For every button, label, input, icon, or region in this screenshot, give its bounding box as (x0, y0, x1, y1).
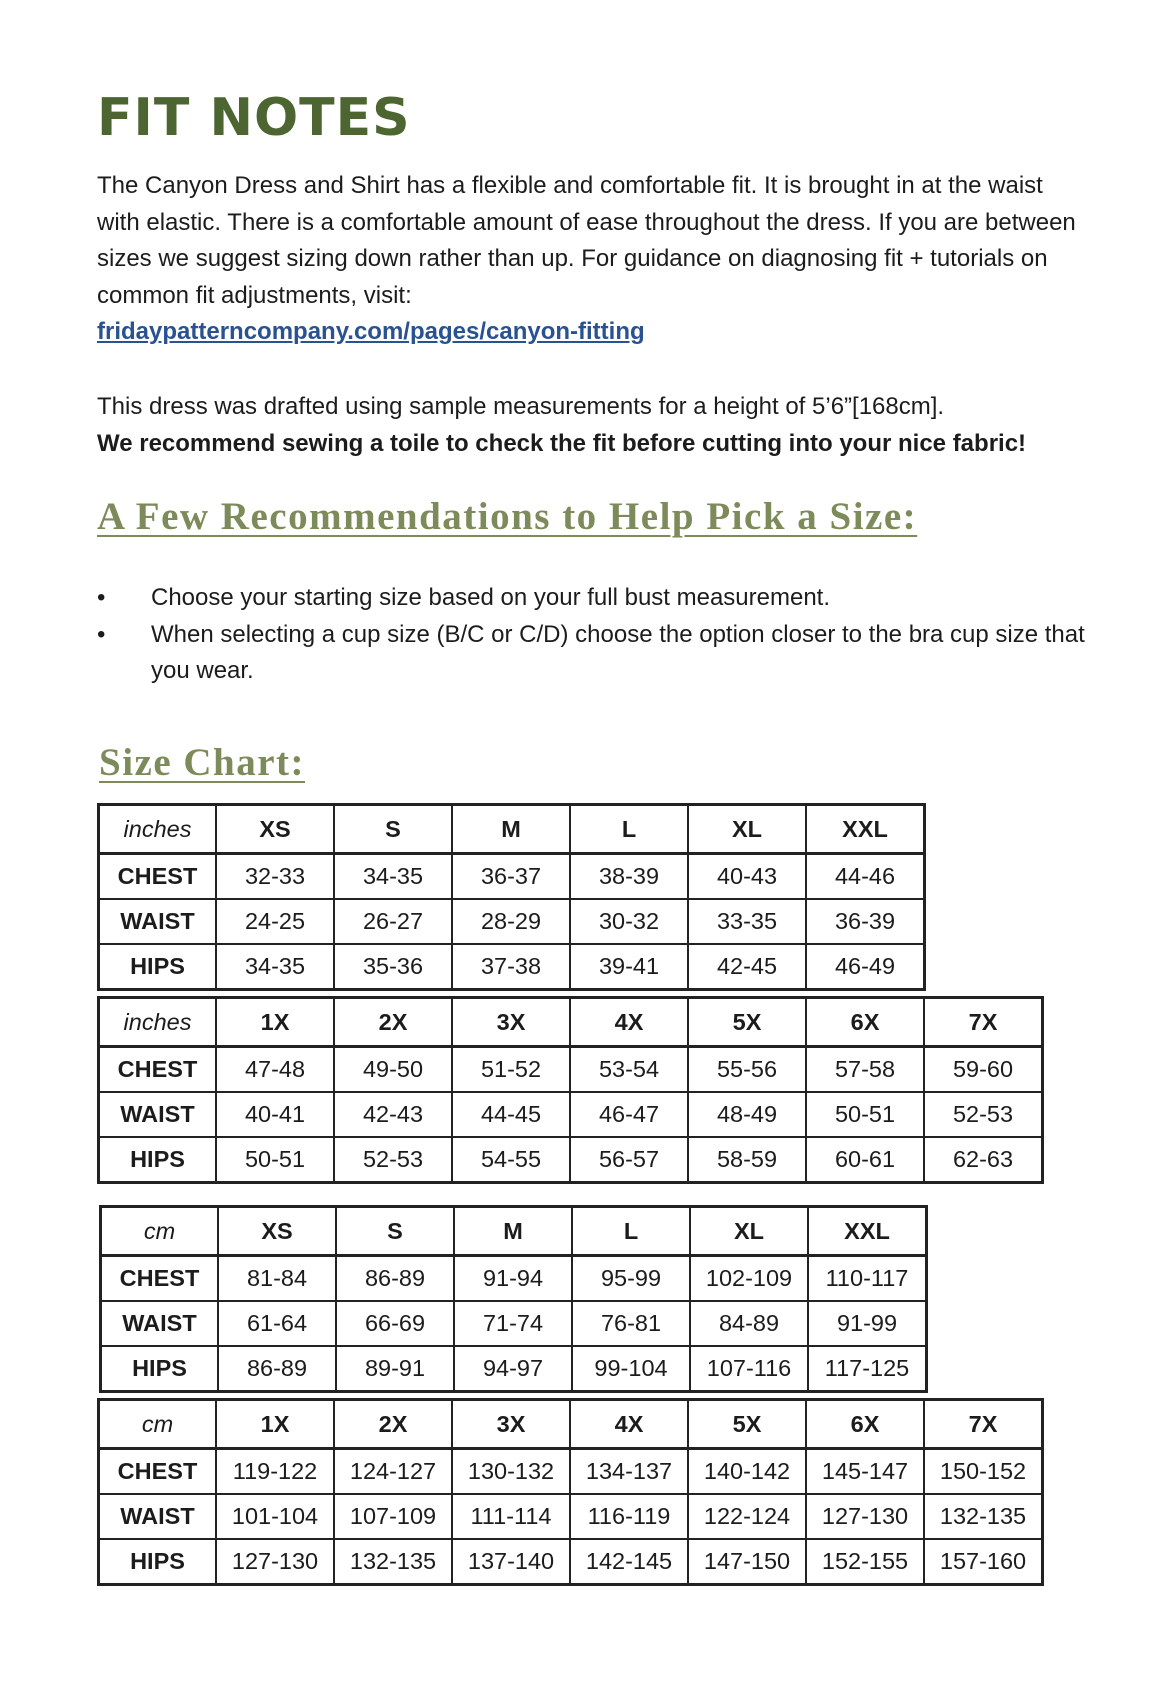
table-cell: 42-43 (334, 1092, 452, 1137)
table-cell: 157-160 (924, 1539, 1043, 1585)
table-cell: 60-61 (806, 1137, 924, 1183)
table-cell: 127-130 (216, 1539, 334, 1585)
size-header: 3X (452, 1400, 570, 1449)
table-cell: 111-114 (452, 1494, 570, 1539)
toile-recommendation: We recommend sewing a toile to check the fit before cutting into your nice fabric! (97, 430, 1027, 457)
recommendations-heading: A Few Recommendations to Help Pick a Size: (97, 495, 918, 538)
size-header: 6X (806, 1400, 924, 1449)
table-cell: 52-53 (334, 1137, 452, 1183)
table-cell: 130-132 (452, 1449, 570, 1495)
table-cell: 140-142 (688, 1449, 806, 1495)
table-cell: 51-52 (452, 1047, 570, 1093)
size-table-cm-standard (99, 1205, 928, 1393)
recommendation-text: Choose your starting size based on your full bust measurement. (151, 584, 831, 611)
table-cell: 147-150 (688, 1539, 806, 1585)
table-cell: 81-84 (218, 1256, 336, 1302)
table-cell: 55-56 (688, 1047, 806, 1093)
table-cell: 48-49 (688, 1092, 806, 1137)
table-cell: 84-89 (690, 1301, 808, 1346)
intro-text: The Canyon Dress and Shirt has a flexible and comfortable fit. It is brought in at the waist with elastic. There is a comfortable amount of ease throughout the dress. If you are between sizes we suggest sizing down rather than up. For guidance on diagnosing fit + tutorials on common fit adjustments, visit: (97, 172, 1076, 309)
size-header: S (334, 805, 452, 854)
size-header: XXL (806, 805, 925, 854)
row-label: CHEST (101, 1256, 219, 1302)
table-row (99, 944, 925, 990)
table-cell: 40-41 (216, 1092, 334, 1137)
size-header: 5X (688, 1400, 806, 1449)
size-table-inches-standard (97, 803, 926, 991)
table-cell: 58-59 (688, 1137, 806, 1183)
size-header: 1X (216, 1400, 334, 1449)
list-item (97, 580, 1087, 617)
table-row (101, 1346, 927, 1392)
table-cell: 36-37 (452, 854, 570, 900)
table-cell: 91-94 (454, 1256, 572, 1302)
size-header: L (570, 805, 688, 854)
row-label: WAIST (101, 1301, 219, 1346)
table-cell: 150-152 (924, 1449, 1043, 1495)
table-cell: 76-81 (572, 1301, 690, 1346)
table-cell: 34-35 (216, 944, 334, 990)
table-cell: 152-155 (806, 1539, 924, 1585)
row-label: CHEST (99, 1449, 217, 1495)
size-header: XL (688, 805, 806, 854)
table-header-row (99, 998, 1043, 1047)
table-cell: 124-127 (334, 1449, 452, 1495)
list-item (97, 617, 1087, 690)
size-header: 1X (216, 998, 334, 1047)
table-cell: 61-64 (218, 1301, 336, 1346)
row-label: WAIST (99, 1494, 217, 1539)
table-cell: 59-60 (924, 1047, 1043, 1093)
table-row (99, 1092, 1043, 1137)
table-cell: 86-89 (218, 1346, 336, 1392)
page-title: FIT NOTES (97, 88, 411, 148)
table-cell: 137-140 (452, 1539, 570, 1585)
table-cell: 44-45 (452, 1092, 570, 1137)
table-cell: 145-147 (806, 1449, 924, 1495)
intro-paragraph (97, 168, 1087, 351)
table-cell: 110-117 (808, 1256, 927, 1302)
table-cell: 101-104 (216, 1494, 334, 1539)
table-row (101, 1301, 927, 1346)
row-label: WAIST (99, 899, 217, 944)
table-row (101, 1256, 927, 1302)
row-label: HIPS (99, 1539, 217, 1585)
table-cell: 91-99 (808, 1301, 927, 1346)
table-cell: 52-53 (924, 1092, 1043, 1137)
table-cell: 47-48 (216, 1047, 334, 1093)
table-cell: 34-35 (334, 854, 452, 900)
row-label: CHEST (99, 1047, 217, 1093)
table-row (99, 1137, 1043, 1183)
table-cell: 32-33 (216, 854, 334, 900)
size-header: XXL (808, 1207, 927, 1256)
table-cell: 102-109 (690, 1256, 808, 1302)
recommendations-list (97, 580, 1087, 690)
size-table-cm-plus (97, 1398, 1044, 1586)
table-cell: 49-50 (334, 1047, 452, 1093)
table-cell: 127-130 (806, 1494, 924, 1539)
table-cell: 89-91 (336, 1346, 454, 1392)
table-cell: 117-125 (808, 1346, 927, 1392)
size-header: XL (690, 1207, 808, 1256)
table-row (99, 854, 925, 900)
size-header: M (452, 805, 570, 854)
canyon-fitting-link[interactable]: fridaypatterncompany.com/pages/canyon-fitting (97, 318, 645, 345)
table-row (99, 1449, 1043, 1495)
table-cell: 132-135 (334, 1539, 452, 1585)
table-cell: 107-116 (690, 1346, 808, 1392)
table-cell: 107-109 (334, 1494, 452, 1539)
table-cell: 36-39 (806, 899, 925, 944)
table-cell: 95-99 (572, 1256, 690, 1302)
table-cell: 46-49 (806, 944, 925, 990)
table-cell: 71-74 (454, 1301, 572, 1346)
table-cell: 30-32 (570, 899, 688, 944)
table-cell: 50-51 (806, 1092, 924, 1137)
bullet-icon: • (97, 620, 106, 648)
row-label: CHEST (99, 854, 217, 900)
drafted-note: This dress was drafted using sample measurements for a height of 5’6”[168cm]. (97, 393, 945, 420)
size-chart-heading: Size Chart: (99, 741, 306, 784)
table-cell: 33-35 (688, 899, 806, 944)
table-row (99, 899, 925, 944)
size-header: 2X (334, 998, 452, 1047)
table-cell: 99-104 (572, 1346, 690, 1392)
table-row (99, 1494, 1043, 1539)
size-header: 4X (570, 1400, 688, 1449)
table-cell: 134-137 (570, 1449, 688, 1495)
row-label: HIPS (99, 944, 217, 990)
table-cell: 26-27 (334, 899, 452, 944)
bullet-icon: • (97, 584, 106, 611)
size-header: M (454, 1207, 572, 1256)
table-header-row (99, 805, 925, 854)
size-table-inches-plus (97, 996, 1044, 1184)
table-cell: 46-47 (570, 1092, 688, 1137)
size-header: 5X (688, 998, 806, 1047)
table-cell: 86-89 (336, 1256, 454, 1302)
table-cell: 40-43 (688, 854, 806, 900)
recommendation-text: When selecting a cup size (B/C or C/D) choose the option closer to the bra cup size that you wear. (151, 620, 1085, 684)
table-cell: 116-119 (570, 1494, 688, 1539)
size-header: S (336, 1207, 454, 1256)
size-header: XS (216, 805, 334, 854)
size-header: L (572, 1207, 690, 1256)
table-cell: 24-25 (216, 899, 334, 944)
unit-label: inches (99, 805, 217, 854)
table-cell: 122-124 (688, 1494, 806, 1539)
table-cell: 38-39 (570, 854, 688, 900)
table-cell: 66-69 (336, 1301, 454, 1346)
table-cell: 53-54 (570, 1047, 688, 1093)
unit-label: inches (99, 998, 217, 1047)
table-cell: 56-57 (570, 1137, 688, 1183)
size-header: 4X (570, 998, 688, 1047)
size-header: 7X (924, 998, 1043, 1047)
table-header-row (99, 1400, 1043, 1449)
table-cell: 39-41 (570, 944, 688, 990)
table-cell: 142-145 (570, 1539, 688, 1585)
table-row (99, 1047, 1043, 1093)
row-label: HIPS (99, 1137, 217, 1183)
table-cell: 132-135 (924, 1494, 1043, 1539)
table-cell: 62-63 (924, 1137, 1043, 1183)
table-cell: 94-97 (454, 1346, 572, 1392)
size-header: 6X (806, 998, 924, 1047)
table-cell: 37-38 (452, 944, 570, 990)
unit-label: cm (101, 1207, 219, 1256)
table-cell: 119-122 (216, 1449, 334, 1495)
table-header-row (101, 1207, 927, 1256)
table-cell: 42-45 (688, 944, 806, 990)
table-row (99, 1539, 1043, 1585)
unit-label: cm (99, 1400, 217, 1449)
size-header: 3X (452, 998, 570, 1047)
size-header: 7X (924, 1400, 1043, 1449)
table-cell: 28-29 (452, 899, 570, 944)
table-cell: 54-55 (452, 1137, 570, 1183)
row-label: HIPS (101, 1346, 219, 1392)
table-cell: 44-46 (806, 854, 925, 900)
table-cell: 35-36 (334, 944, 452, 990)
row-label: WAIST (99, 1092, 217, 1137)
table-cell: 57-58 (806, 1047, 924, 1093)
size-header: XS (218, 1207, 336, 1256)
table-cell: 50-51 (216, 1137, 334, 1183)
size-header: 2X (334, 1400, 452, 1449)
